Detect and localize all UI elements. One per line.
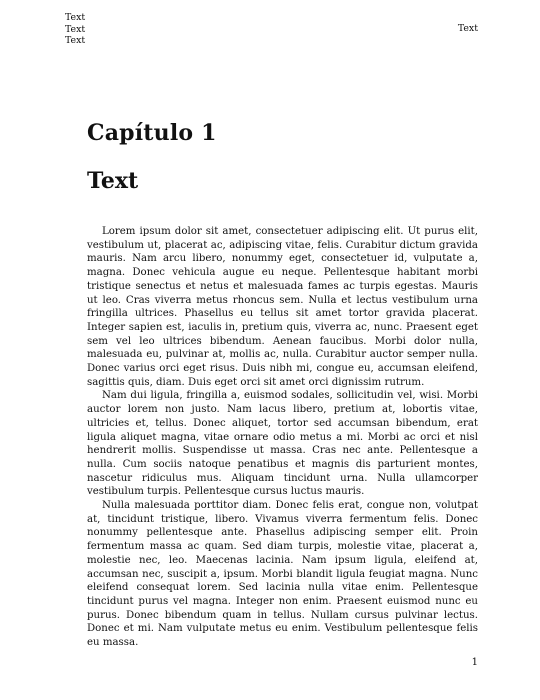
paragraph-2: Nam dui ligula, fringilla a, euismod sodales, sollicitudin vel, wisi. Morbi auctor lorem non justo. Nam lacus libero, pretium at, lobortis vitae, ultricies et, tellus. Donec aliquet, tortor sed accumsan bibendum, erat ligula aliquet magna, vitae ornare odio metus a mi. Morbi ac orci et nisl hendrerit mollis. Suspendisse ut massa. Cras nec ante. Pellentesque a nulla. Cum sociis natoque penatibus et magnis dis parturient montes, nascetur ridiculus mus. Aliquam tincidunt urna. Nulla ullamcorper vestibulum turpis. Pellentesque cursus luctus mauris. [87,390,478,498]
paragraph-1: Lorem ipsum dolor sit amet, consectetuer adipiscing elit. Ut purus elit, vestibulum ut, placerat ac, adipiscing vitae, felis. Curabitur dictum gravida mauris. Nam arcu libero, nonummy eget, consectetuer id, vulputate a, magna. Donec vehicula augue eu neque. Pellentesque habitant morbi tristique senectus et netus et malesuada fames ac turpis egestas. Mauris ut leo. Cras viverra metus rhoncus sem. Nulla et lectus vestibulum urna fringilla ultrices. Phasellus eu tellus sit amet tortor gravida placerat. Integer sapien est, iaculis in, pretium quis, viverra ac, nunc. Praesent eget sem vel leo ultrices bibendum. Aenean faucibus. Morbi dolor nulla, malesuada eu, pulvinar at, mollis ac, nulla. Curabitur auctor semper nulla. Donec varius orci eget risus. Duis nibh mi, congue eu, accumsan eleifend, sagittis quis, diam. Duis eget orci sit amet orci dignissim rutrum. [87,226,478,388]
paragraph-3: Nulla malesuada porttitor diam. Donec felis erat, congue non, volutpat at, tincidunt tristique, libero. Vivamus viverra fermentum felis. Donec nonummy pellentesque ante. Phasellus adipiscing semper elit. Proin fermentum massa ac quam. Sed diam turpis, molestie vitae, placerat a, molestie nec, leo. Maecenas lacinia. Nam ipsum ligula, eleifend at, accumsan nec, suscipit a, ipsum. Morbi blandit ligula feugiat magna. Nunc eleifend consequat lorem. Sed lacinia nulla vitae enim. Pellentesque tincidunt purus vel magna. Integer non enim. Praesent euismod nunc eu purus. Donec bibendum quam in tellus. Nullam cursus pulvinar lectus. Donec et mi. Nam vulputate metus eu enim. Vestibulum pellentesque felis eu massa. [87,500,478,649]
running-header-left [65,12,85,47]
body-text [87,225,478,650]
header-left-line-3: Text [65,35,86,47]
chapter-title: Text [87,168,139,194]
page-number: 1 [471,657,478,668]
header-left-line-1: Text [65,12,86,23]
header-left-line-2: Text [65,23,86,35]
chapter-label: Capítulo 1 [87,120,217,146]
running-header-right: Text [457,23,478,34]
